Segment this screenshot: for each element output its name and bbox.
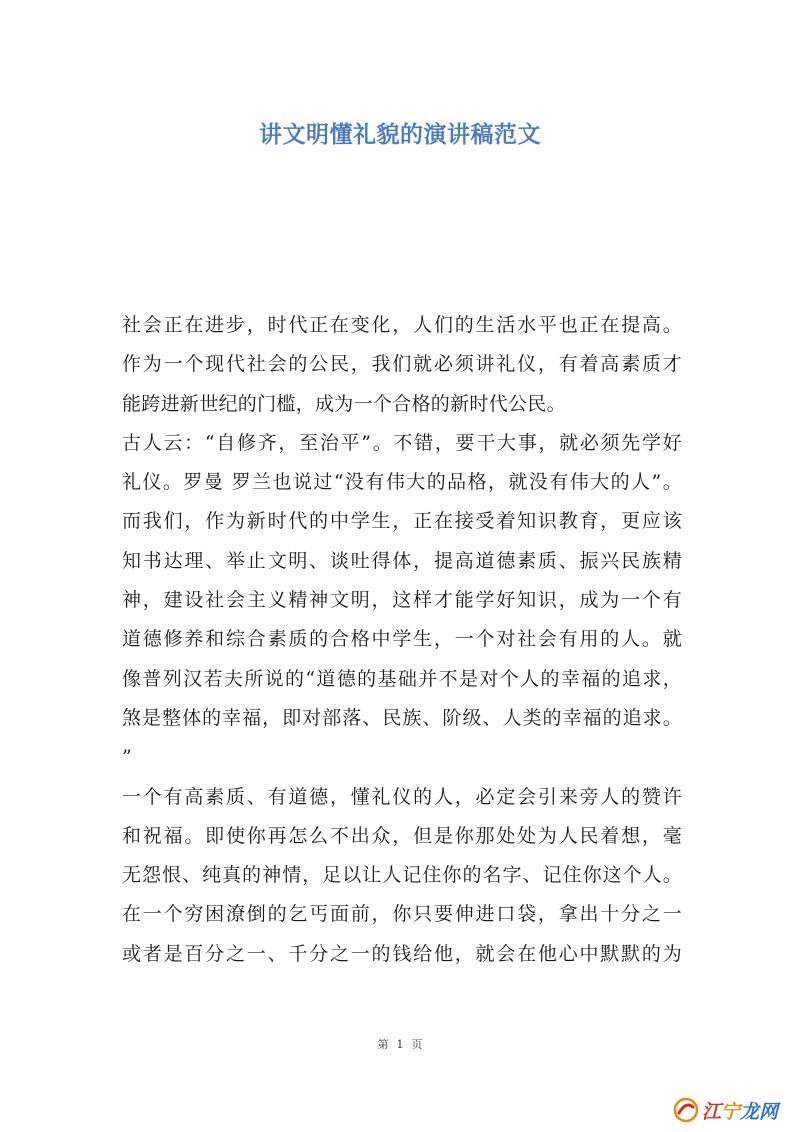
body-line: 无怨恨、纯真的神情，足以让人记住你的名字、记住你这个人。 bbox=[122, 864, 682, 887]
site-watermark bbox=[673, 1095, 778, 1125]
body-line: 神，建设社会主义精神文明，这样才能学好知识，成为一个有 bbox=[122, 589, 682, 612]
body-line: 和祝福。即使你再怎么不出众，但是你那处处为人民着想，毫 bbox=[122, 824, 682, 847]
body-line: 作为一个现代社会的公民，我们就必须讲礼仪，有着高素质才 bbox=[122, 353, 682, 376]
body-line: 礼仪。罗曼 罗兰也说过“没有伟大的品格，就没有伟大的人”。 bbox=[122, 471, 682, 494]
footer-prefix: 第 bbox=[377, 1038, 389, 1051]
body-line: 像普列汉若夫所说的“道德的基础并不是对个人的幸福的追求， bbox=[122, 667, 682, 690]
body-line: 社会正在进步，时代正在变化，人们的生活水平也正在提高。 bbox=[122, 314, 682, 336]
page-footer bbox=[0, 1036, 800, 1052]
watermark-logo-icon bbox=[673, 1097, 699, 1123]
body-line: 或者是百分之一、千分之一的钱给他，就会在他心中默默的为 bbox=[122, 942, 682, 965]
watermark-text-part3: 龙网 bbox=[739, 1100, 778, 1123]
watermark-text-part1: 江 bbox=[701, 1100, 721, 1123]
document-title: 讲文明懂礼貌的演讲稿范文 bbox=[259, 122, 541, 148]
body-line: 一个有高素质、有道德，懂礼仪的人，必定会引来旁人的赞许 bbox=[122, 785, 682, 808]
watermark-text-part2: 宁 bbox=[720, 1100, 740, 1123]
page-number: 1 bbox=[396, 1038, 404, 1051]
footer-suffix: 页 bbox=[411, 1038, 423, 1051]
body-line: 古人云：“自修齐，至治平”。不错，要干大事，就必须先学好 bbox=[122, 431, 682, 454]
body-line: 道德修养和综合素质的合格中学生，一个对社会有用的人。就 bbox=[122, 628, 682, 651]
body-line: 而我们，作为新时代的中学生，正在接受着知识教育，更应该 bbox=[122, 510, 682, 533]
body-line: ” bbox=[122, 746, 133, 769]
body-line: 知书达理、举止文明、谈吐得体，提高道德素质、振兴民族精 bbox=[122, 549, 682, 572]
body-line: 煞是整体的幸福，即对部落、民族、阶级、人类的幸福的追求。 bbox=[122, 706, 682, 729]
body-line: 在一个穷困潦倒的乞丐面前，你只要伸进口袋，拿出十分之一 bbox=[122, 903, 682, 926]
document-body bbox=[122, 306, 682, 974]
body-line: 能跨进新世纪的门槛，成为一个合格的新时代公民。 bbox=[122, 392, 566, 415]
